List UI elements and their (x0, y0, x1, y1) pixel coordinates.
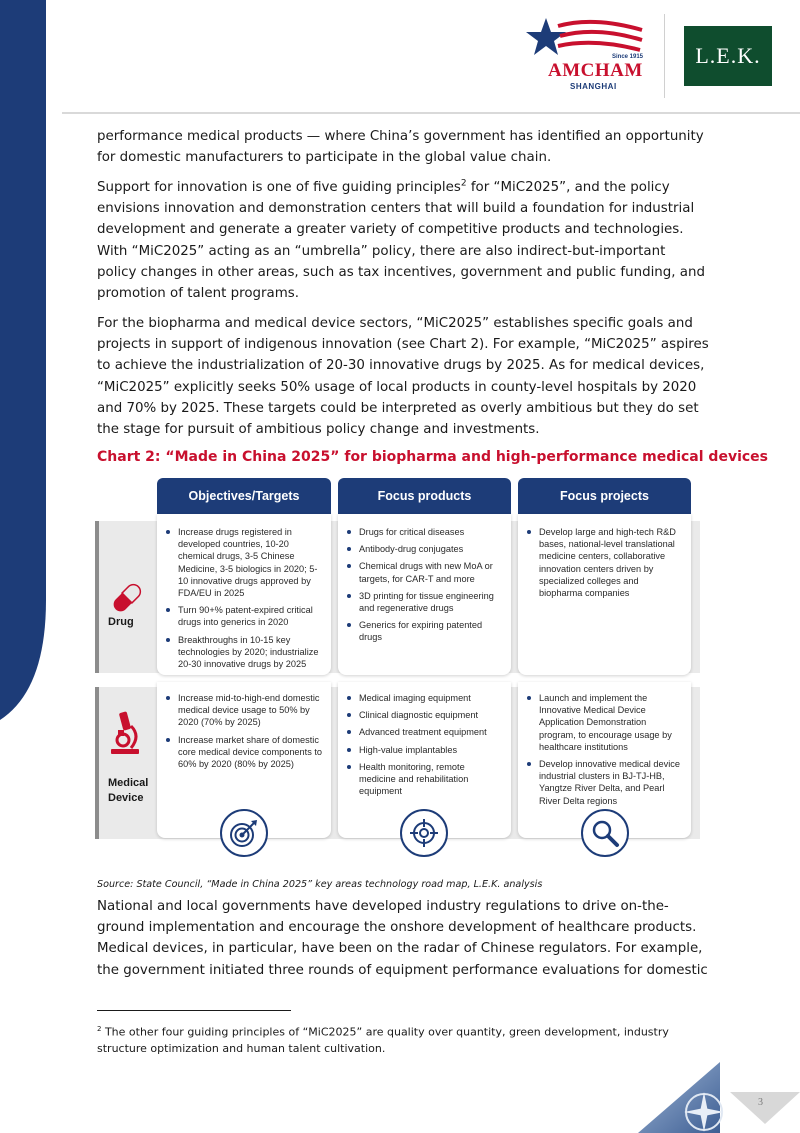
list-item: Develop innovative medical device industrial clusters in BJ-TJ-HB, Yangtze River Delta, and Pearl River Delta regions (522, 758, 683, 807)
list-item: Develop large and high-tech R&D bases, national-level translational medicine centers, collaborative innovation centers driven by specialized colleges and biopharma companies (522, 526, 683, 599)
paragraph-1: performance medical products — where China’s government has identified an opportunity for domestic manufacturers to participate in the global value chain. (97, 129, 704, 166)
target-icon (220, 809, 268, 857)
list-item: Drugs for critical diseases (342, 526, 503, 538)
cell-drug-products (338, 514, 511, 675)
list-item: Clinical diagnostic equipment (342, 709, 503, 721)
corner-compass-decoration (638, 1062, 800, 1133)
list-item: Launch and implement the Innovative Medical Device Application Demonstration program, to encourage usage by healthcare institutions (522, 692, 683, 753)
chart-2 (95, 478, 700, 878)
list-item: Generics for expiring patented drugs (342, 619, 503, 643)
amcham-since: Since 1915 (612, 54, 644, 60)
lek-logo (684, 26, 772, 86)
column-header-products: Focus products (338, 478, 511, 514)
row-label-drug: Drug (108, 616, 134, 628)
column-header-objectives: Objectives/Targets (157, 478, 331, 514)
footnote: $^2$ The other four guiding principles of “MiC2025” are quality over quantity, green development, industry structure optimization and human talent cultivation. (97, 1025, 669, 1056)
cell-drug-projects (518, 514, 691, 675)
list-item: Medical imaging equipment (342, 692, 503, 704)
paragraph-3: For the biopharma and medical device sectors, “MiC2025” establishes specific goals and projects in support of indigenous innovation (see Chart 2). For example, “MiC2025” aspires to achieve the industrialization of 20-30 innovative drugs by 2025. As for medical devices, “MiC2025” explicitly seeks 50% usage of local products in county-level hospitals by 2020 and 70% by 2025. These targets could be interpreted as overly ambitious but they do set the stage for pursuit of ambitious policy change and investments. (97, 316, 709, 438)
list-item: Increase drugs registered in developed countries, 10-20 chemical drugs, 3-5 Chinese Medicine, 3-5 biologics in 2020; 5-10 innovative drugs approved by FDA/EU in 2025 (161, 526, 323, 599)
side-band (0, 0, 62, 1133)
header-rule (62, 112, 800, 114)
chart-title: Chart 2: “Made in China 2025” for biopharma and high-performance medical devices (97, 449, 768, 465)
cell-drug-objectives (157, 514, 331, 675)
header-divider (664, 14, 665, 98)
chart-source: Source: State Council, “Made in China 2025” key areas technology road map, L.E.K. analysis (97, 879, 543, 890)
amcham-name: AMCHAM (548, 60, 643, 81)
list-item: Breakthroughs in 10-15 key technologies by 2020; industrialize 20-30 innovative drugs by 2025 (161, 634, 323, 671)
list-item: Chemical drugs with new MoA or targets, for CAR-T and more (342, 560, 503, 584)
lek-logo-text: L.E.K. (695, 43, 761, 68)
list-item: Antibody-drug conjugates (342, 543, 503, 555)
paragraph-2: Support for innovation is one of five guiding principles$^2$ for “MiC2025”, and the policy envisions innovation and demonstration centers that will build a foundation for industrial development and generate a greater variety of competitive products and technologies. With “MiC2025” acting as an “umbrella” policy, there are also indirect-but-important policy changes in other areas, such as tax incentives, government and public funding, and promotion of talent programs. (97, 178, 705, 302)
list-item: Increase market share of domestic core medical device components to 60% by 2020 (80% by 2025) (161, 734, 323, 771)
magnifier-icon (581, 809, 629, 857)
microscope-icon (107, 710, 143, 761)
crosshair-icon (400, 809, 448, 857)
column-header-projects: Focus projects (518, 478, 691, 514)
row-bar-drug (95, 521, 99, 673)
footnote-rule (97, 1010, 291, 1011)
list-item: Advanced treatment equipment (342, 726, 503, 738)
paragraph-4: National and local governments have developed industry regulations to drive on-the-ground implementation and encourage the onshore development of healthcare products. Medical devices, in particular, have been on the radar of Chinese regulators. For example, the government initiated three rounds of equipment performance evaluations for domestic (97, 899, 708, 978)
row-label-device: Medical Device (108, 777, 149, 804)
list-item: Turn 90+% patent-expired critical drugs into generics in 2020 (161, 604, 323, 628)
list-item: Increase mid-to-high-end domestic medical device usage to 50% by 2020 (70% by 2025) (161, 692, 323, 729)
list-item: Health monitoring, remote medicine and rehabilitation equipment (342, 761, 503, 798)
footnote-ref[interactable]: 2 (460, 178, 467, 189)
row-bar-device (95, 687, 99, 839)
list-item: High-value implantables (342, 744, 503, 756)
list-item: 3D printing for tissue engineering and regenerative drugs (342, 590, 503, 614)
amcham-city: SHANGHAI (570, 82, 617, 91)
page-number: 3 (758, 1097, 763, 1108)
